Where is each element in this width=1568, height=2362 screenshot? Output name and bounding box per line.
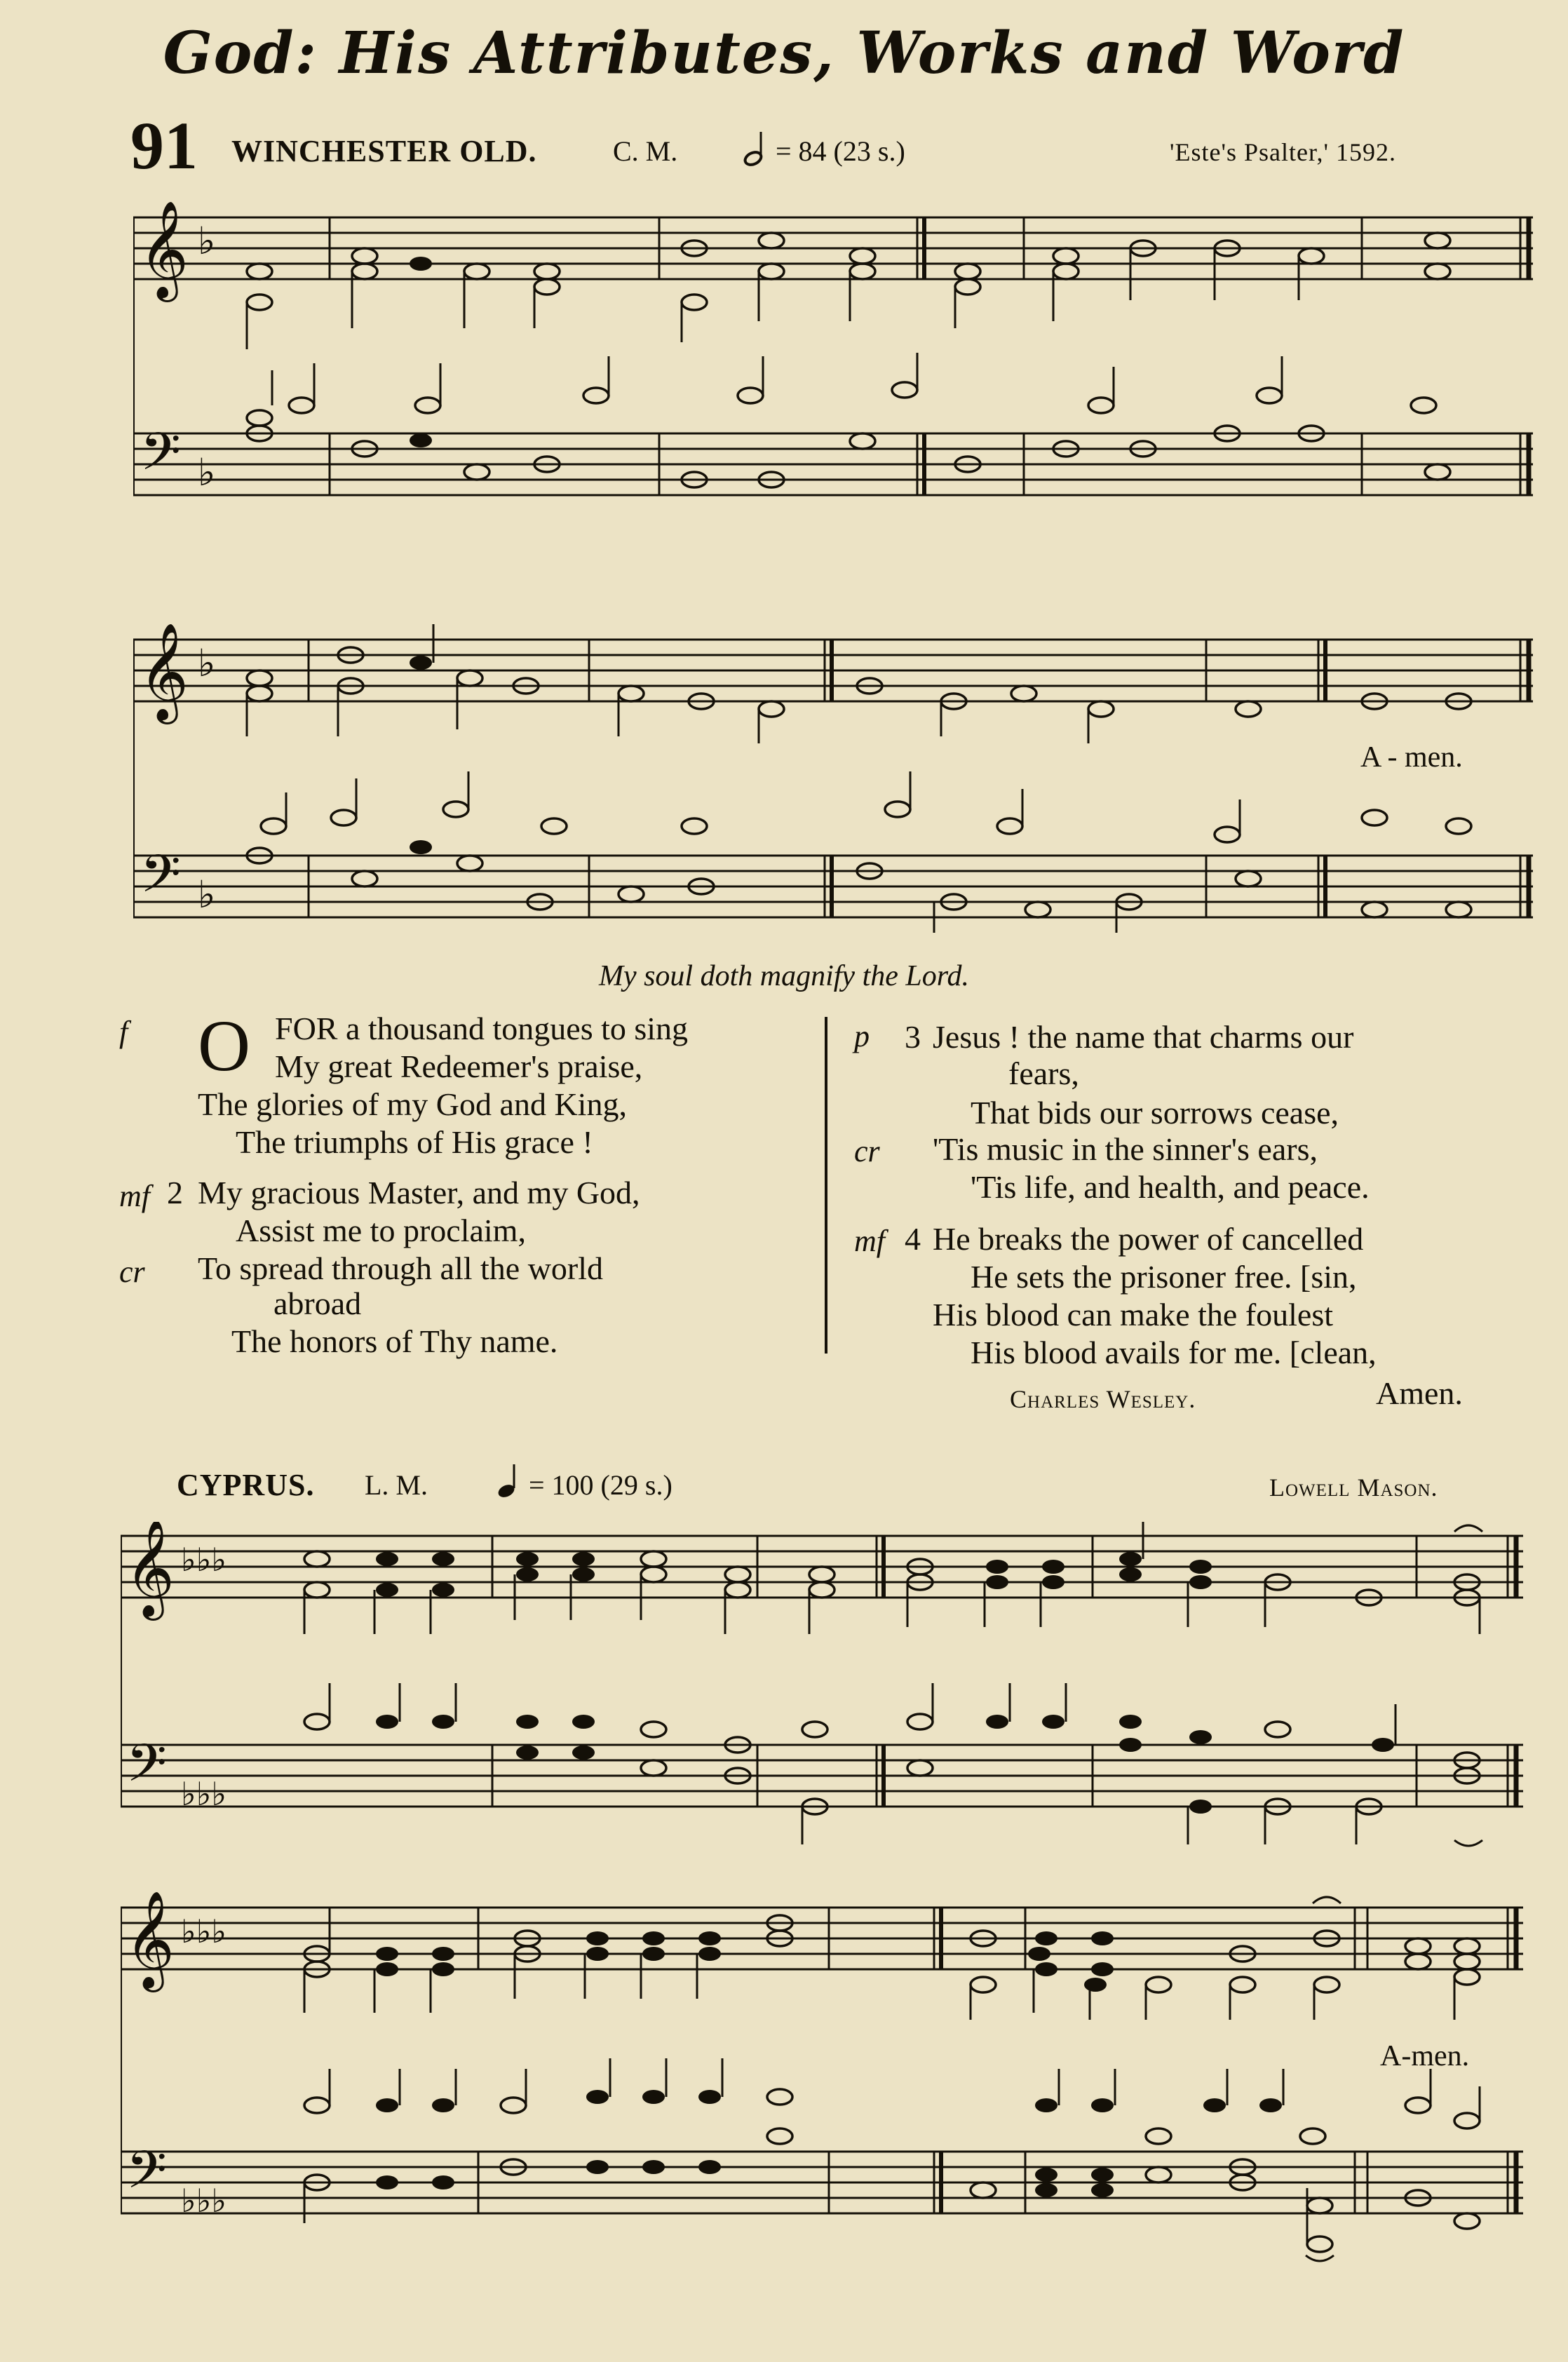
svg-text:♭♭♭: ♭♭♭ [181,1541,227,1579]
verse-3-line-3: That bids our sorrows cease, [971,1095,1339,1131]
verse-1-line-2: My great Redeemer's praise, [275,1048,643,1084]
svg-text:𝄞: 𝄞 [125,1522,175,1617]
svg-text:♭: ♭ [198,641,216,685]
verse-4-line-1: He breaks the power of cancelled [933,1221,1364,1257]
tempo-marking: = 84 (23 s.) [776,135,905,167]
svg-text:♭: ♭ [198,872,216,917]
drop-cap: O [198,1006,251,1086]
dynamic-mark: mf [119,1179,150,1213]
verse-1-line-1: FOR a thousand tongues to sing [275,1011,689,1046]
svg-text:𝄢: 𝄢 [126,1733,167,1807]
tune-name-2: CYPRUS. [177,1468,315,1502]
verse-3-line-4: 'Tis music in the sinner's ears, [933,1131,1318,1167]
amen-lyric: A - men. [1360,741,1463,774]
hymn-number: 91 [130,108,198,183]
verse-3-line-5: 'Tis life, and health, and peace. [971,1169,1370,1205]
verse-number: 2 [167,1175,183,1210]
svg-text:𝄢: 𝄢 [140,421,181,495]
svg-text:♭♭♭: ♭♭♭ [181,2182,227,2220]
verse-4-line-4: His blood avails for me. [clean, [971,1335,1377,1370]
dynamic-mark: cr [119,1255,145,1289]
hymn-caption: My soul doth magnify the Lord. [598,960,970,992]
dynamic-mark: cr [854,1134,880,1168]
verse-2-line-1: My gracious Master, and my God, [198,1175,640,1210]
svg-text:𝄞: 𝄞 [139,624,189,720]
verse-2-line-2: Assist me to proclaim, [236,1213,526,1248]
verse-2-line-3: To spread through all the world [198,1250,604,1286]
meter-2: L. M. [365,1469,428,1501]
verse-2-line-4: abroad [273,1285,362,1321]
quarter-note-icon [495,1463,526,1504]
half-note-icon [742,130,773,171]
dynamic-mark: f [119,1015,128,1049]
svg-text:♭♭♭: ♭♭♭ [181,1775,227,1813]
music-system-4 [121,1880,1523,2272]
music-system-3 [121,1522,1523,1851]
verse-amen: Amen. [1376,1375,1463,1411]
amen-lyric-2: A-men. [1380,2040,1470,2072]
tempo-marking-2: = 100 (29 s.) [529,1469,673,1501]
dynamic-mark: p [854,1019,870,1053]
svg-text:𝄢: 𝄢 [126,2140,167,2213]
verse-number: 3 [905,1019,921,1055]
svg-text:𝄞: 𝄞 [139,202,189,298]
verse-1-line-4: The triumphs of His grace ! [236,1124,593,1160]
verse-1-line-3: The glories of my God and King, [198,1086,627,1122]
column-divider [825,1017,827,1354]
music-system-1 [133,202,1533,513]
music-system-2 [133,624,1533,936]
svg-text:𝄢: 𝄢 [140,844,181,917]
verse-4-line-3: His blood can make the foulest [933,1297,1334,1332]
svg-text:♭♭♭: ♭♭♭ [181,1912,227,1950]
verses-left-column [119,1006,806,1375]
verse-number: 4 [905,1221,921,1257]
composer: Lowell Mason. [1269,1473,1438,1501]
page-title: God: His Attributes, Works and Word [163,20,1405,87]
verse-4-line-2: He sets the prisoner free. [sin, [971,1259,1357,1295]
tune-name: WINCHESTER OLD. [231,134,537,168]
verse-3-line-1: Jesus ! the name that charms our [933,1019,1354,1055]
dynamic-mark: mf [854,1224,885,1258]
hymn-author: Charles Wesley. [1010,1385,1196,1413]
svg-text:♭: ♭ [198,219,216,263]
verse-3-line-2: fears, [1008,1055,1079,1091]
verse-2-line-5: The honors of Thy name. [231,1323,558,1359]
svg-text:𝄞: 𝄞 [125,1891,175,1988]
tune-source: 'Este's Psalter,' 1592. [1170,138,1396,166]
verses-right-column [854,1018,1541,1425]
svg-text:♭: ♭ [198,450,216,494]
meter: C. M. [613,135,678,167]
